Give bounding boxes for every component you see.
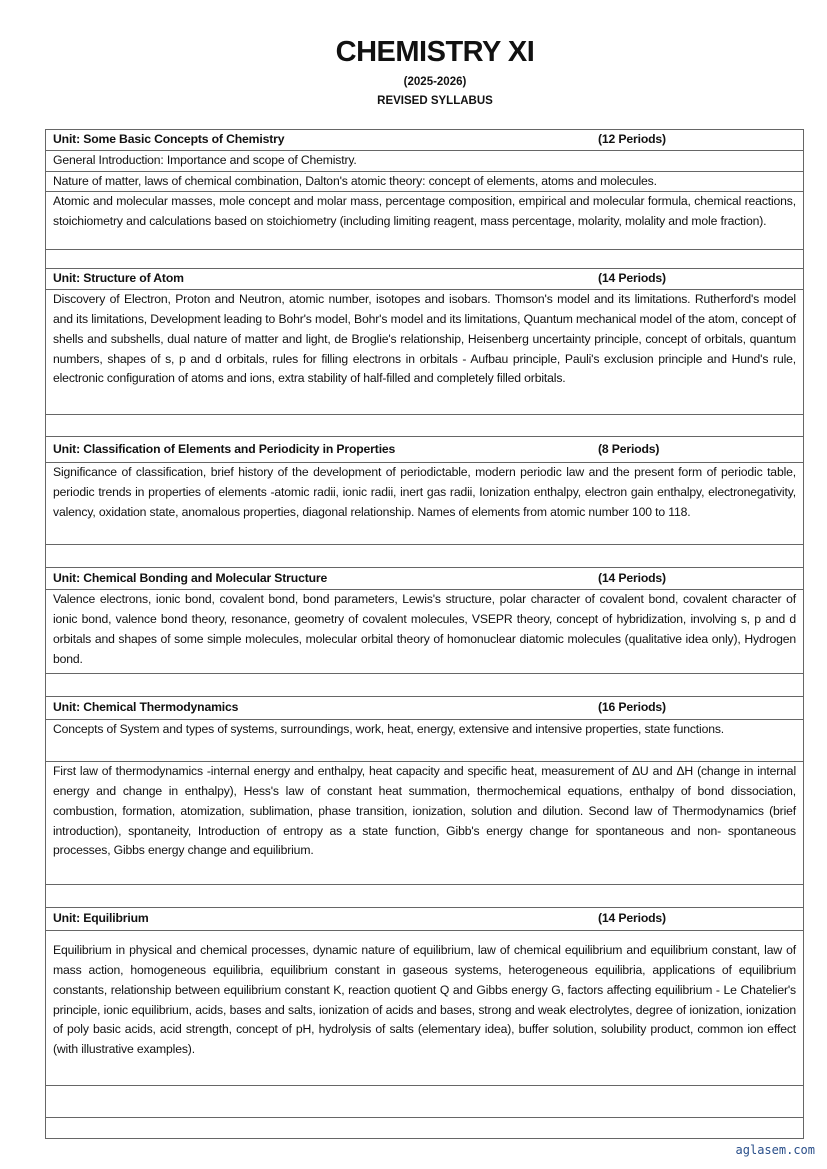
subtitle: REVISED SYLLABUS <box>377 95 493 107</box>
syllabus-table <box>45 129 804 1139</box>
unit-content: First law of thermodynamics -internal energy and enthalpy, heat capacity and specific heat, measurement of ΔU and ΔH (change in internal energy and change in enthalpy), Hess's law of constant heat summation, thermochemical equations, enthalpy of bond dissociation, combustion, formation, atomization, sublimation, phase transition, ionization, solution and dilution. Second law of Thermodynamics (brief introduction), spontaneity, Introduction of entropy as a state function, Gibb's energy change for spontaneous and non- spontaneous processes, Gibbs energy change and equilibrium. <box>46 762 804 885</box>
unit-content: Valence electrons, ionic bond, covalent bond, bond parameters, Lewis's structure, polar character of covalent bond, covalent character of ionic bond, valence bond theory, resonance, geometry of covalent molecules, VSEPR theory, concept of hybridization, involving s, p and d orbitals and shapes of some simple molecules, molecular orbital theory of homonuclear diatomic molecules (qualitative idea only), Hydrogen bond. <box>46 590 804 674</box>
unit-periods: (16 Periods) <box>598 700 666 715</box>
blank-row <box>46 250 804 269</box>
unit-content: Atomic and molecular masses, mole concept and molar mass, percentage composition, empirical and molecular formula, chemical reactions, stoichiometry and calculations based on stoichiometry (including limiting reagent, mass percentage, molarity, molality and mole fraction). <box>46 192 804 250</box>
unit-header <box>46 908 804 931</box>
unit-header <box>46 697 804 720</box>
footer-watermark: aglasem.com <box>735 1143 815 1157</box>
unit-periods: (8 Periods) <box>598 441 660 456</box>
blank-row <box>46 545 804 568</box>
page-title: CHEMISTRY XI <box>335 36 535 68</box>
unit-periods: (14 Periods) <box>598 911 666 926</box>
unit-name: Unit: Structure of Atom <box>53 271 184 286</box>
blank-row <box>46 1086 804 1118</box>
blank-row <box>46 1118 804 1139</box>
unit-periods: (14 Periods) <box>598 570 666 585</box>
unit-content: General Introduction: Importance and scope of Chemistry. <box>46 150 804 171</box>
unit-content: Nature of matter, laws of chemical combination, Dalton's atomic theory: concept of elements, atoms and molecules. <box>46 171 804 192</box>
unit-name: Unit: Some Basic Concepts of Chemistry <box>53 132 285 146</box>
unit-content: Significance of classification, brief history of the development of periodictable, modern periodic law and the present form of periodic table, periodic trends in properties of elements -atomic radii, ionic radii, inert gas radii, Ionization enthalpy, electron gain enthalpy, electronegativity, valency, oxidation state, anomalous properties, diagonal relationship. Names of elements from atomic number 100 to 118. <box>46 463 804 545</box>
unit-name: Unit: Chemical Thermodynamics <box>53 700 239 715</box>
unit-name: Unit: Chemical Bonding and Molecular Structure <box>53 570 328 585</box>
unit-header <box>46 568 804 590</box>
blank-row <box>46 885 804 908</box>
unit-periods: (12 Periods) <box>598 131 666 146</box>
unit-header <box>46 437 804 463</box>
unit-periods: (14 Periods) <box>598 271 666 286</box>
session: (2025-2026) <box>403 76 467 88</box>
unit-header <box>46 269 804 290</box>
unit-content: Concepts of System and types of systems, surroundings, work, heat, energy, extensive and intensive properties, state functions. <box>46 720 804 762</box>
blank-row <box>46 415 804 437</box>
unit-content: Equilibrium in physical and chemical processes, dynamic nature of equilibrium, law of chemical equilibrium and equilibrium constant, law of mass action, homogeneous equilibria, equilibrium constant in gaseous systems, heterogeneous equilibria, applications of equilibrium constants, relationship between equilibrium constant K, reaction quotient Q and Gibbs energy G, factors affecting equilibrium - Le Chatelier's principle, ionic equilibrium, acids, bases and salts, ionization of acids and bases, strong and weak electrolytes, degree of ionization, ionization of poly basic acids, acid strength, concept of pH, hydrolysis of salts (elementary idea), buffer solution, solubility product, common ion effect (with illustrative examples). <box>46 931 804 1086</box>
unit-name: Unit: Classification of Elements and Periodicity in Properties <box>53 441 396 456</box>
unit-content: Discovery of Electron, Proton and Neutron, atomic number, isotopes and isobars. Thomson's model and its limitations. Rutherford's model and its limitations, Development leading to Bohr's model, Bohr's model and its limitations, Quantum mechanical model of the atom, concept of shells and subshells, dual nature of matter and light, de Broglie's relationship, Heisenberg uncertainty principle, concept of orbitals, quantum numbers, shapes of s, p and d orbitals, rules for filling electrons in orbitals - Aufbau principle, Pauli's exclusion principle and Hund's rule, electronic configuration of atoms and ions, extra stability of half-filled and completely filled orbitals. <box>46 290 804 415</box>
blank-row <box>46 674 804 697</box>
unit-header <box>46 130 804 151</box>
unit-name: Unit: Equilibrium <box>53 911 149 926</box>
